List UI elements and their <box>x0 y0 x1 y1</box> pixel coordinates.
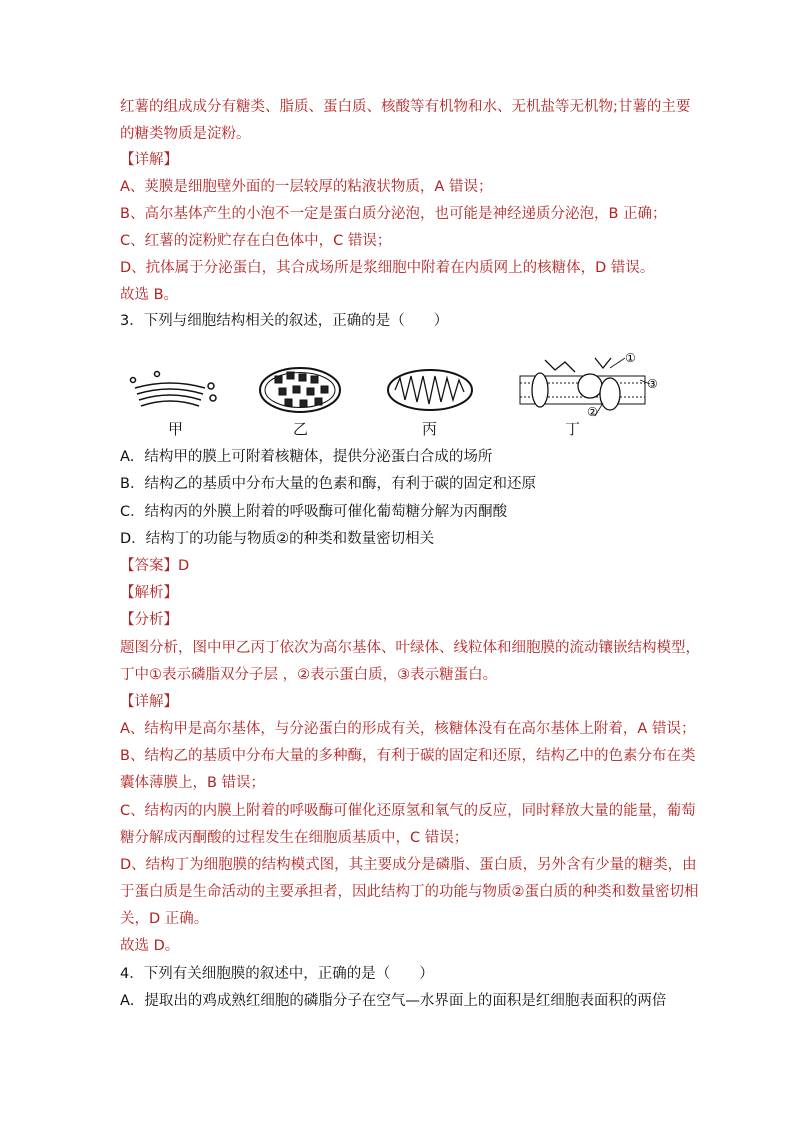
section-heading-detail: 【详解】 <box>120 694 178 710</box>
text-line: 丁中①表示磷脂双分子层 ，②表示蛋白质，③表示糖蛋白。 <box>120 667 498 683</box>
text-line: 红薯的组成成分有糖类、脂质、蛋白质、核酸等有机物和水、无机盐等无机物;甘薯的主要 <box>120 99 691 115</box>
figure-drawings <box>125 348 665 418</box>
text-line: 故选 D。 <box>120 938 180 954</box>
marker-3: ③ <box>647 377 658 391</box>
section-heading-analysis: 【解析】 <box>120 585 178 601</box>
option-c: C．结构丙的外膜上附着的呼吸酶可催化葡萄糖分解为丙酮酸 <box>120 504 508 520</box>
text-line: D、抗体属于分泌蛋白，其合成场所是浆细胞中附着在内质网上的核糖体，D 错误。 <box>120 260 655 276</box>
figure-label-bing: 丙 <box>422 420 438 438</box>
option-b: B．结构乙的基质中分布大量的色素和酶，有利于碳的固定和还原 <box>120 476 536 492</box>
marker-2: ② <box>587 405 598 418</box>
question-stem: 3．下列与细胞结构相关的叙述，正确的是（ ） <box>120 313 449 329</box>
text-line: 故选 B。 <box>120 287 179 303</box>
answer-line: 【答案】D <box>120 558 190 574</box>
section-heading-breakdown: 【分析】 <box>120 612 178 628</box>
text-line: 关，D 正确。 <box>120 911 209 927</box>
option-d: D．结构丁的功能与物质②的种类和数量密切相关 <box>120 531 435 547</box>
text-line: C、结构丙的内膜上附着的呼吸酶可催化还原氢和氧气的反应，同时释放大量的能量，葡萄 <box>120 803 696 819</box>
text-line: 的糖类物质是淀粉。 <box>120 126 251 142</box>
text-line: C、红薯的淀粉贮存在白色体中，C 错误； <box>120 233 392 249</box>
golgi-drawing <box>131 372 217 407</box>
figure-label-jia: 甲 <box>168 420 184 438</box>
question-stem: 4．下列有关细胞膜的叙述中，正确的是（ ） <box>120 966 434 982</box>
figure-label-yi: 乙 <box>293 420 309 438</box>
mitochondrion-drawing <box>388 370 472 410</box>
text-line: 题图分析，图中甲乙丙丁依次为高尔基体、叶绿体、线粒体和细胞膜的流动镶嵌结构模型， <box>120 640 700 656</box>
cell-membrane-drawing <box>520 358 650 416</box>
option-a: A．结构甲的膜上可附着核糖体，提供分泌蛋白合成的场所 <box>120 449 493 465</box>
text-line: D、结构丁为细胞膜的结构模式图，其主要成分是磷脂、蛋白质，另外含有少量的糖类，由 <box>120 857 697 873</box>
section-heading-detail: 【详解】 <box>120 152 178 168</box>
text-line: B、高尔基体产生的小泡不一定是蛋白质分泌泡，也可能是神经递质分泌泡，B 正确； <box>120 206 667 222</box>
option-a: A．提取出的鸡成熟红细胞的磷脂分子在空气—水界面上的面积是红细胞表面积的两倍 <box>120 993 667 1009</box>
marker-1: ① <box>625 351 636 365</box>
text-line: A、荚膜是细胞壁外面的一层较厚的粘液状物质，A 错误； <box>120 179 493 195</box>
cell-structure-figures <box>125 348 665 440</box>
figure-label-ding: 丁 <box>565 420 581 438</box>
text-line: 囊体薄膜上，B 错误； <box>120 775 266 791</box>
text-line: A、结构甲是高尔基体，与分泌蛋白的形成有关，核糖体没有在高尔基体上附着，A 错误； <box>120 721 696 737</box>
text-line: 于蛋白质是生命活动的主要承担者，因此结构丁的功能与物质②蛋白质的种类和数量密切相 <box>120 884 699 900</box>
text-line: B、结构乙的基质中分布大量的多种酶，有利于碳的固定和还原，结构乙中的色素分布在类 <box>120 748 696 764</box>
text-line: 糖分解成丙酮酸的过程发生在细胞质基质中，C 错误； <box>120 830 469 846</box>
chloroplast-drawing <box>260 368 340 412</box>
